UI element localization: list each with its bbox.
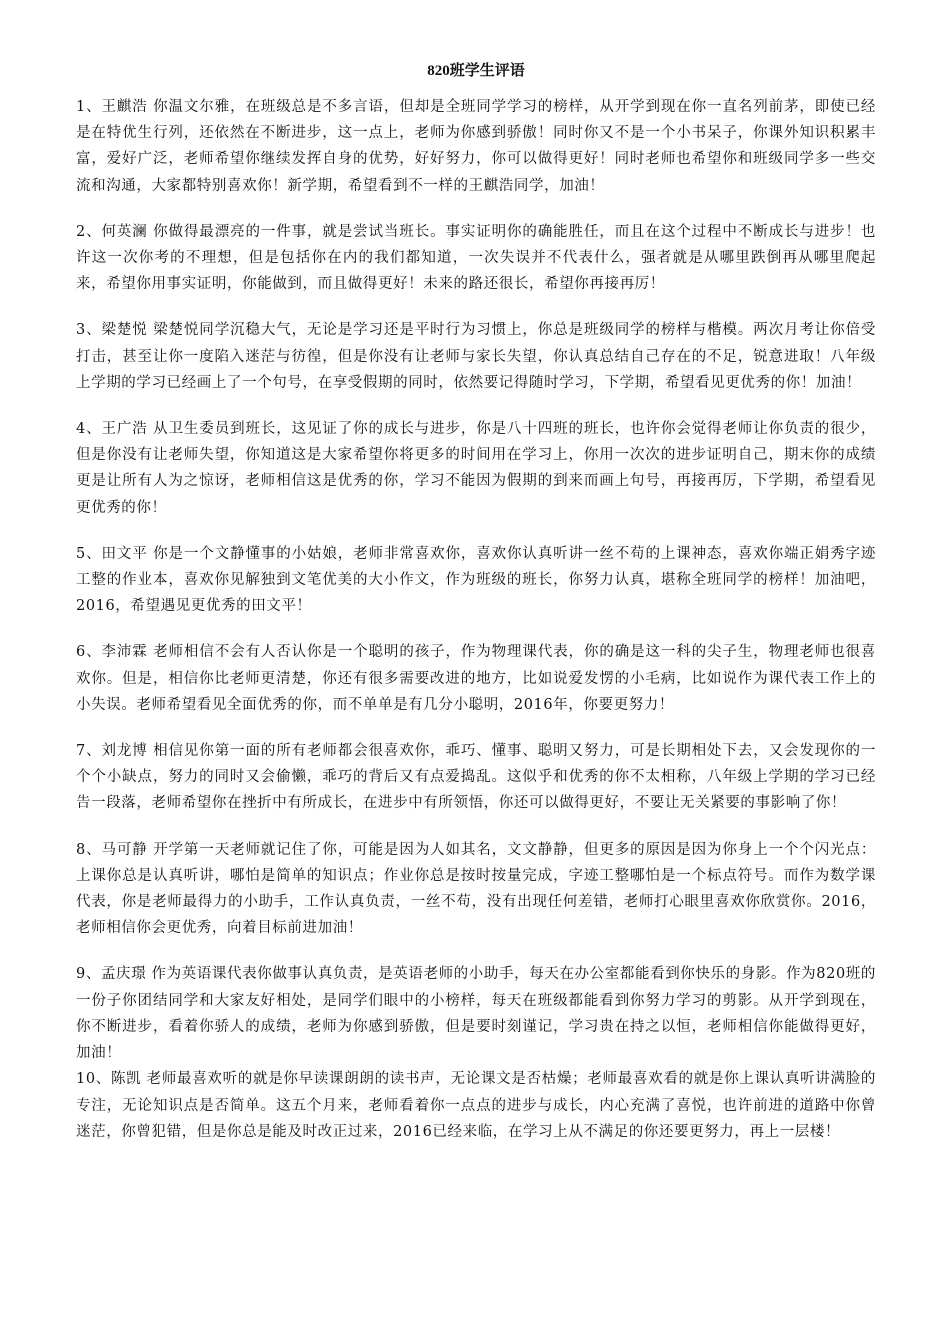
student-comment-3: 3、梁楚悦 梁楚悦同学沉稳大气，无论是学习还是平时行为习惯上，你总是班级同学的榜样与楷模。两次月考让你倍受打击，甚至让你一度陷入迷茫与彷徨，但是你没有让老师与家长失望，你认真总结自己存在的不足，锐意进取！八年级上学期的学习已经画上了一个句号，在享受假期的同时，依然要记得随时学习，下学期，希望看见更优秀的你！加油！ (76, 322, 876, 391)
document-page (76, 60, 876, 1145)
student-comment-1: 1、王麒浩 你温文尔雅，在班级总是不多言语，但却是全班同学学习的榜样，从开学到现在你一直名列前茅，即使已经是在特优生行列，还依然在不断进步，这一点上，老师为你感到骄傲！同时你又不是一个小书呆子，你课外知识积累丰富，爱好广泛，老师希望你继续发挥自身的优势，好好努力，你可以做得更好！同时老师也希望你和班级同学多一些交流和沟通，大家都特别喜欢你！新学期，希望看到不一样的王麒浩同学，加油！ (76, 99, 876, 194)
student-comment-7: 7、刘龙博 相信见你第一面的所有老师都会很喜欢你，乖巧、懂事、聪明又努力，可是长期相处下去，又会发现你的一个个小缺点，努力的同时又会偷懒，乖巧的背后又有点爱捣乱。这似乎和优秀的你不太相称，八年级上学期的学习已经告一段落，老师希望你在挫折中有所成长，在进步中有所领悟，你还可以做得更好，不要让无关紧要的事影响了你！ (76, 743, 876, 812)
student-comment-5: 5、田文平 你是一个文静懂事的小姑娘，老师非常喜欢你，喜欢你认真听讲一丝不苟的上课神态，喜欢你端正娟秀字迹工整的作业本，喜欢你见解独到文笔优美的大小作文，作为班级的班长，你努力认真，堪称全班同学的榜样！加油吧，2016，希望遇见更优秀的田文平！ (76, 545, 876, 615)
student-comment-2: 2、何英澜 你做得最漂亮的一件事，就是尝试当班长。事实证明你的确能胜任，而且在这个过程中不断成长与进步！也许这一次你考的不理想，但是包括你在内的我们都知道，一次失误并不代表什么，强者就是从哪里跌倒再从哪里爬起来，希望你用事实证明，你能做到，而且做得更好！未来的路还很长，希望你再接再厉！ (76, 223, 876, 293)
student-comment-9: 9、孟庆璟 作为英语课代表你做事认真负责，是英语老师的小助手，每天在办公室都能看到你快乐的身影。作为820班的一份子你团结同学和大家友好相处，是同学们眼中的小榜样，每天在班级都能看到你努力学习的剪影。从开学到现在，你不断进步，看着你骄人的成绩，老师为你感到骄傲，但是要时刻谨记，学习贵在持之以恒，老师相信你能做得更好，加油！ (76, 966, 876, 1062)
student-comment-10: 10、陈凯 老师最喜欢听的就是你早读课朗朗的读书声，无论课文是否枯燥；老师最喜欢看的就是你上课认真听讲满脸的专注，无论知识点是否简单。这五个月来，老师看着你一点点的进步与成长，内心充满了喜悦，也许前进的道路中你曾迷茫，你曾犯错，但是你总是能及时改正过来，2016已经来临，在学习上从不满足的你还要更努力，再上一层楼！ (76, 1071, 876, 1140)
document-title: 820班学生评语 (427, 63, 525, 79)
student-comment-6: 6、李沛霖 老师相信不会有人否认你是一个聪明的孩子，作为物理课代表，你的确是这一科的尖子生，物理老师也很喜欢你。但是，相信你比老师更清楚，你还有很多需要改进的地方，比如说爱发愣的小毛病，比如说作为课代表工作上的小失误。老师希望看见全面优秀的你，而不单单是有几分小聪明，2016年，你要更努力！ (76, 644, 876, 713)
student-comment-8: 8、马可静 开学第一天老师就记住了你，可能是因为人如其名，文文静静，但更多的原因是因为你身上一个个闪光点：上课你总是认真听讲，哪怕是简单的知识点；作业你总是按时按量完成，字迹工整哪怕是一个标点符号。而作为数学课代表，你是老师最得力的小助手，工作认真负责，一丝不苟，没有出现任何差错，老师打心眼里喜欢你欣赏你。2016，老师相信你会更优秀，向着目标前进加油！ (76, 841, 876, 937)
student-comment-4: 4、王广浩 从卫生委员到班长，这见证了你的成长与进步，你是八十四班的班长，也许你会觉得老师让你负责的很少，但是你没有让老师失望，你知道这是大家希望你将更多的时间用在学习上，你用一次次的进步证明自己，期末你的成绩更是让所有人为之惊讶，老师相信这是优秀的你，学习不能因为假期的到来而画上句号，再接再厉，下学期，希望看见更优秀的你！ (76, 421, 876, 516)
